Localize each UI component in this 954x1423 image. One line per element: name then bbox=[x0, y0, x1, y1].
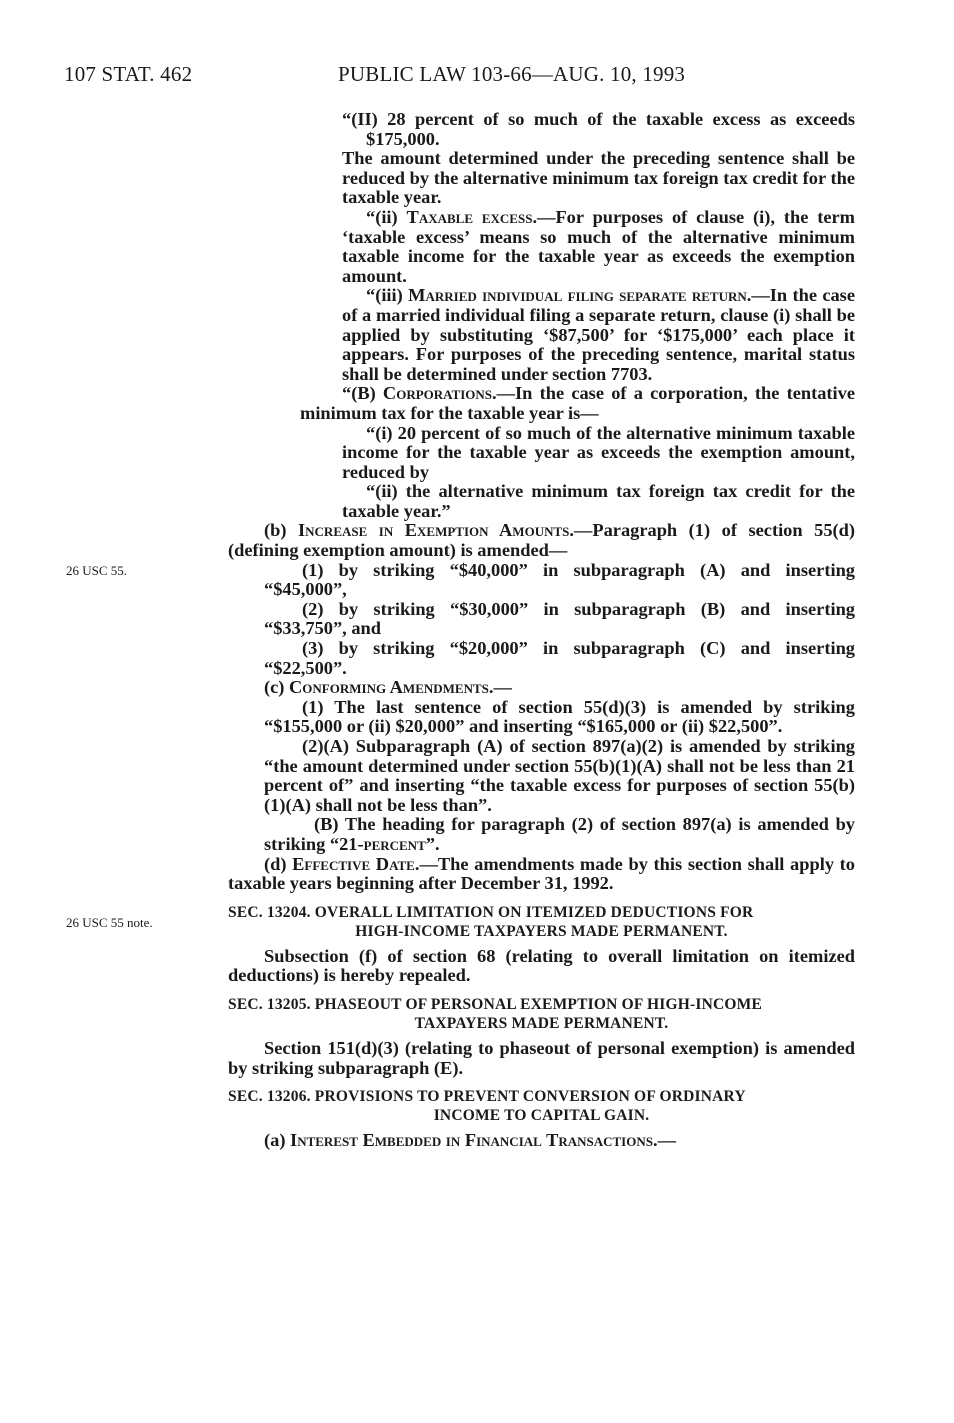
section-13204-heading bbox=[228, 903, 855, 941]
section-13204-line2: HIGH-INCOME TAXPAYERS MADE PERMANENT. bbox=[355, 922, 728, 940]
conforming-2A bbox=[264, 737, 855, 815]
section-13206-a-dash: — bbox=[657, 1130, 676, 1151]
clause-ii-lead: “(ii) bbox=[366, 206, 407, 227]
section-13206-line1: SEC. 13206. PROVISIONS TO PREVENT CONVERSION OF ORDINARY bbox=[228, 1088, 746, 1106]
corp-clause-ii bbox=[342, 482, 855, 521]
clause-ii-taxable-excess bbox=[342, 208, 855, 286]
conforming-1-text: (1) The last sentence of section 55(d)(3) is amended by striking “$155,000 or (ii) $20,000” and inserting “$165,000 or (ii) $22,500”. bbox=[264, 696, 855, 737]
section-13205-text bbox=[228, 1039, 855, 1078]
section-13206-a-lead: (a) bbox=[264, 1130, 291, 1151]
section-13206-a-heading: Interest Embedded in Financial Transactions. bbox=[290, 1130, 658, 1151]
subsection-b-text: —Paragraph (1) of section 55(d) (defining exemption amount) is amended— bbox=[228, 520, 855, 561]
subclause-II-text: “(II) 28 percent of so much of the taxable excess as exceeds $175,000. bbox=[342, 109, 855, 149]
clause-iii-text: —In the case of a married individual filing a separate return, clause (i) shall be applied by substituting ‘$87,500’ for ‘$175,000’ each place it appears. For purposes of the preceding sentence, marital status shall be determined under section 7703. bbox=[342, 285, 855, 384]
subsection-c-conforming bbox=[228, 678, 855, 698]
conforming-2B bbox=[264, 815, 855, 854]
amendment-1-text: (1) by striking “$40,000” in subparagraph (A) and inserting “$45,000”, bbox=[264, 559, 855, 600]
margin-note-usc-55-note: 26 USC 55 note. bbox=[66, 915, 153, 930]
subsection-d-effective-date bbox=[228, 855, 855, 894]
subsection-c-lead: (c) bbox=[264, 677, 290, 698]
reduction-sentence-text: The amount determined under the preceding sentence shall be reduced by the alternative minimum tax foreign tax credit for the taxable year. bbox=[342, 148, 855, 208]
subsection-d-heading: Effective Date. bbox=[292, 853, 420, 874]
conforming-2A-text: (2)(A) Subparagraph (A) of section 897(a)(2) is amended by striking “the amount determined under section 55(b)(1)(A) shall not be less than 21 percent of” and inserting “the taxable excess for purposes of section 55(b)(1)(A) shall not be less than”. bbox=[264, 736, 855, 815]
subsection-c-heading: Conforming Amendments. bbox=[289, 677, 494, 698]
amendment-2-text: (2) by striking “$30,000” in subparagraph (B) and inserting “$33,750”, and bbox=[264, 598, 855, 639]
document-body bbox=[228, 110, 855, 1151]
clause-iii-married-filing-separate bbox=[342, 286, 855, 384]
section-13205-body: Section 151(d)(3) (relating to phaseout of personal exemption) is amended by striking subparagraph (E). bbox=[228, 1037, 855, 1078]
amendment-3 bbox=[264, 639, 855, 678]
conforming-1 bbox=[264, 698, 855, 737]
subsection-b-exemption-amounts bbox=[228, 521, 855, 560]
amendment-1 bbox=[264, 561, 855, 600]
conforming-2B-end: ”. bbox=[425, 833, 440, 854]
corp-clause-i-text: “(i) 20 percent of so much of the alternative minimum taxable income for the taxable year as exceeds the exemption amount, reduced by bbox=[342, 422, 855, 482]
clause-iii-heading: Married individual filing separate return. bbox=[408, 285, 752, 306]
statute-page-number: 107 STAT. 462 bbox=[64, 62, 193, 86]
clause-iii-lead: “(iii) bbox=[366, 285, 409, 306]
corp-clause-i bbox=[342, 424, 855, 483]
subsection-d-text: —The amendments made by this section shall apply to taxable years beginning after December 31, 1992. bbox=[228, 853, 855, 894]
subsection-c-dash: — bbox=[493, 677, 512, 698]
subsection-b-lead: (b) bbox=[264, 520, 298, 541]
section-13205-heading bbox=[228, 995, 855, 1033]
subparagraph-B-text: —In the case of a corporation, the tentative minimum tax for the taxable year is— bbox=[300, 383, 855, 423]
subsection-b-heading: Increase in Exemption Amounts. bbox=[298, 520, 574, 541]
section-13204-text bbox=[228, 947, 855, 986]
amendment-2 bbox=[264, 600, 855, 639]
subparagraph-B-corporations bbox=[300, 384, 855, 423]
section-13206-line2: INCOME TO CAPITAL GAIN. bbox=[433, 1107, 650, 1125]
running-header: PUBLIC LAW 103-66—AUG. 10, 1993 bbox=[338, 62, 686, 86]
subsection-d-lead: (d) bbox=[264, 853, 293, 874]
clause-ii-heading: Taxable excess. bbox=[406, 206, 538, 227]
clause-ii-text: —For purposes of clause (i), the term ‘taxable excess’ means so much of the alternative minimum taxable income for the taxable year as exceeds the exemption amount. bbox=[342, 206, 856, 286]
amendment-3-text: (3) by striking “$20,000” in subparagraph (C) and inserting “$22,500”. bbox=[264, 638, 855, 678]
section-13205-line2: TAXPAYERS MADE PERMANENT. bbox=[414, 1014, 669, 1032]
margin-note-usc-55: 26 USC 55. bbox=[66, 563, 128, 578]
reduction-sentence bbox=[342, 149, 855, 208]
corp-clause-ii-text: “(ii) the alternative minimum tax foreign tax credit for the taxable year.” bbox=[342, 481, 855, 521]
subparagraph-B-heading: Corporations. bbox=[382, 383, 497, 404]
subparagraph-B-lead: “(B) bbox=[342, 383, 383, 404]
section-13206-heading bbox=[228, 1087, 855, 1125]
subclause-II bbox=[342, 109, 855, 149]
section-13204-body: Subsection (f) of section 68 (relating to overall limitation on itemized deductions) is hereby repealed. bbox=[228, 945, 855, 986]
section-13205-line1: SEC. 13205. PHASEOUT OF PERSONAL EXEMPTION OF HIGH-INCOME bbox=[228, 995, 763, 1013]
conforming-2B-heading: 21-percent bbox=[339, 833, 426, 854]
section-13204-line1: SEC. 13204. OVERALL LIMITATION ON ITEMIZED DEDUCTIONS FOR bbox=[228, 903, 754, 921]
conforming-2B-text: (B) The heading for paragraph (2) of section 897(a) is amended by striking “ bbox=[264, 814, 855, 854]
section-13206-subsection-a bbox=[228, 1131, 855, 1151]
